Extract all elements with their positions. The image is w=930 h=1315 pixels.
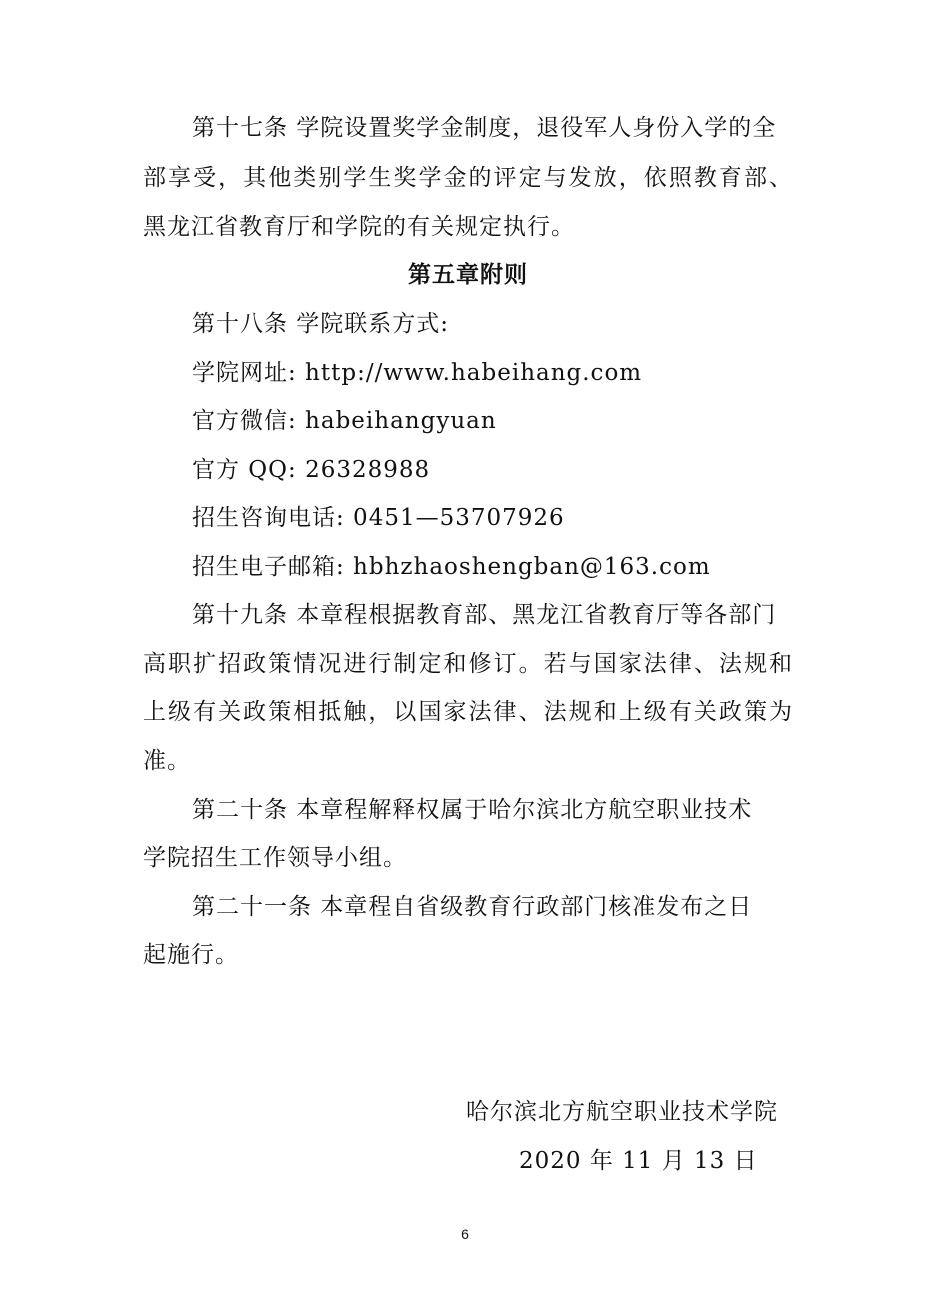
qq-line: 官方 QQ: 26328988 (192, 457, 431, 483)
website-line: 学院网址: http://www.habeihang.com (192, 360, 643, 386)
article-19-line-2: 高职扩招政策情况进行制定和修订。若与国家法律、法规和 (143, 651, 793, 677)
chapter-5-heading: 第五章附则 (408, 262, 528, 288)
signature-date: 2020 年 11 月 13 日 (519, 1148, 758, 1174)
email-line: 招生电子邮箱: hbhzhaoshengban@163.com (192, 554, 711, 580)
article-17-line-1: 第十七条 学院设置奖学金制度，退役军人身份入学的全 (192, 115, 777, 141)
article-19-line-3: 上级有关政策相抵触，以国家法律、法规和上级有关政策为 (143, 699, 793, 725)
article-20-line-1: 第二十条 本章程解释权属于哈尔滨北方航空职业技术 (192, 797, 753, 823)
phone-line: 招生咨询电话: 0451—53707926 (192, 505, 565, 531)
article-21-line-1: 第二十一条 本章程自省级教育行政部门核准发布之日 (192, 894, 753, 920)
article-18-title: 第十八条 学院联系方式: (192, 311, 450, 337)
article-19-line-1: 第十九条 本章程根据教育部、黑龙江省教育厅等各部门 (192, 602, 777, 628)
page-number: 6 (461, 1226, 469, 1242)
article-20-line-2: 学院招生工作领导小组。 (143, 845, 407, 871)
wechat-line: 官方微信: habeihangyuan (192, 408, 497, 434)
article-21-line-2: 起施行。 (143, 942, 239, 968)
article-17-line-2: 部享受，其他类别学生奖学金的评定与发放，依照教育部、 (143, 165, 793, 191)
article-17-line-3: 黑龙江省教育厅和学院的有关规定执行。 (143, 214, 575, 240)
article-19-line-4: 准。 (143, 748, 191, 774)
signature-organization: 哈尔滨北方航空职业技术学院 (466, 1099, 778, 1125)
